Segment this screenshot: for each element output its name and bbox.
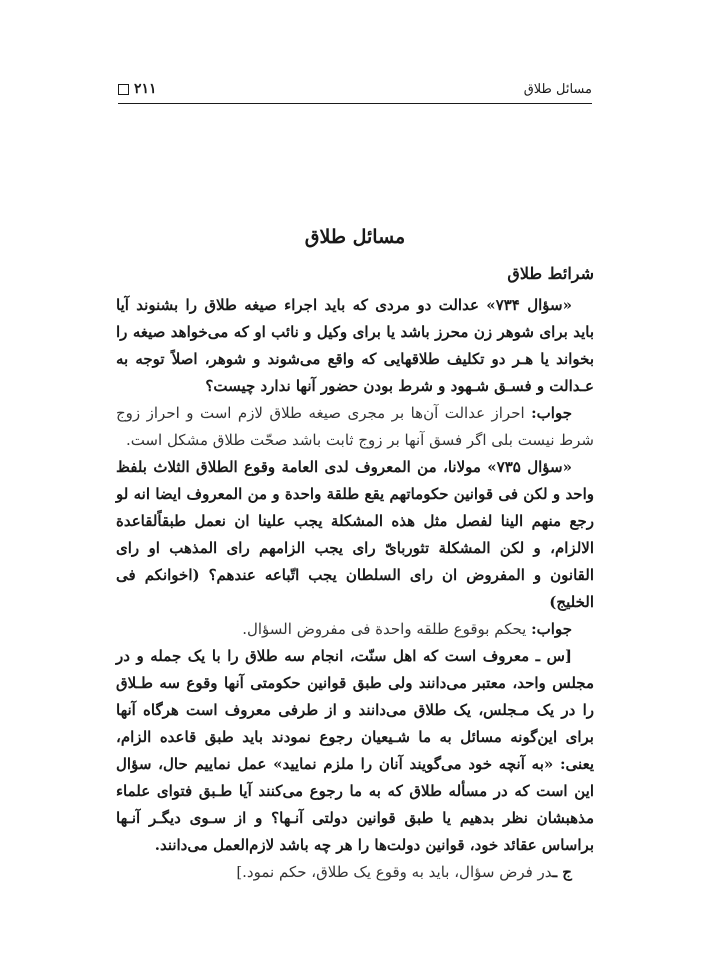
question-735: «سؤال ۷۳۵» مولانا، من المعروف لدی العامة وقوع الطلاق الثلاث بلفظ واحد و لکن فی قوانین حکوماتهم یقع طلقة واحدة و من المعروف ایضا انه لو رجع منهم الینا لفصل مثل هذه المشکلة یجب علینا ان نعمل طبقاًلقاعدة الالزام، و لکن المشکلة تثوربایّ رای یجب الزامهم رای المذهب او رای القانون و المفروض ان رای السلطان یجب اتّباعه عندهم؟ (اخوانکم فی الخلیج): [116, 458, 594, 611]
page-number: ۲۱۱: [134, 81, 157, 97]
answer-734-label: جواب:: [531, 404, 572, 422]
answer-734-text: احراز عدالت آن‌ها بر مجری صیغه طلاق لازم است و احراز زوج شرط نیست بلی اگر فسق آنها بر زوج ثابت باشد صحّت طلاق مشکل است.: [116, 404, 594, 449]
question-734: «سؤال ۷۳۴» عدالت دو مردی که باید اجراء صیغه طلاق را بشنوند آیا باید برای شوهر زن محرز باشد یا برای وکیل و نائب او که می‌خواهد صیغه را بخواند یا هـر دو تکلیف طلاقهایی که واقع می‌شوند و شوهر، اصلاً توجه به عـدالت و فسـق شـهود و شرط بودن حضور آنها ندارد چیست؟: [116, 296, 594, 395]
translation-answer-label: ج ـ: [552, 863, 572, 881]
page-body: [116, 222, 594, 886]
subsection-title: شرائط طلاق: [507, 264, 594, 283]
translation-question: [س ـ معروف است که اهل سنّت، انجام سه طلاق را با یک جمله و در مجلس واحد، معتبر می‌دانند ولی طبق قوانین حکومتی آنها وقوع سه طـلاق را در یک مـجلس، یک طلاق می‌دانند و از طرفی معروف است هرگاه آنها برای این‌گونه مسائل به ما شـیعیان رجوع نمودند باید طبق قاعده الزام، یعنی: «به آنچه خود می‌گویند آنان را ملزم نمایید» عمل نماییم حال، سؤال این است که در مسأله طلاق که به ما رجوع می‌کنند آیا طـبق فتوای علماء مذهبشان نظر بدهیم یا طبق قوانین دولتی آنـها؟ و از سـوی دیگـر آنـها براساس عقائد خود، قوانین دولت‌ها را هر چه باشد لازم‌العمل می‌دانند.: [116, 647, 594, 854]
translation-answer: [116, 859, 594, 886]
square-ornament-icon: [118, 84, 129, 95]
header-chapter-title: مسائل طلاق: [523, 81, 592, 97]
translation-answer-text: در فرض سؤال، باید به وقوع یک طلاق، حکم نمود.]: [236, 863, 553, 881]
section-title: مسائل طلاق: [304, 226, 406, 248]
answer-735: [116, 616, 594, 643]
answer-735-text: یحکم بوقوع طلقه واحدة فی مفروض السؤال.: [242, 620, 527, 638]
answer-735-label: جواب:: [531, 620, 572, 638]
answer-734: [116, 400, 594, 454]
running-header: [118, 78, 592, 100]
header-page-number-group: [118, 81, 157, 97]
header-divider: [118, 103, 592, 104]
